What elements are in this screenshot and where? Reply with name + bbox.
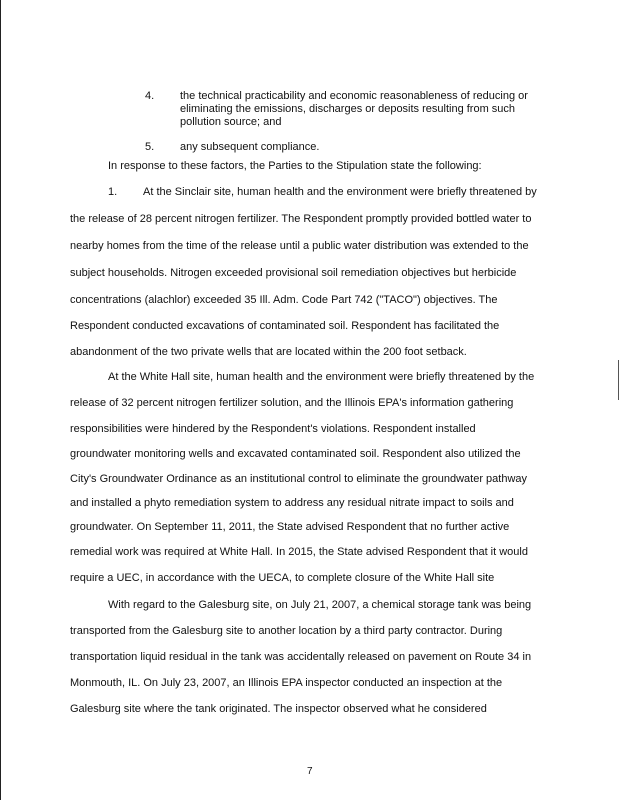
text-line: transported from the Galesburg site to another location by a third party contractor. During [70,625,503,637]
text-line: At the Sinclair site, human health and the environment were briefly threatened by [143,186,537,198]
text-line: Monmouth, IL. On July 23, 2007, an Illinois EPA inspector conducted an inspection at the [70,677,503,689]
factor-text: pollution source; and [180,116,282,128]
text-line: transportation liquid residual in the tank was accidentally released on pavement on Route 34 in [70,651,532,663]
scan-edge [0,0,1,800]
factor-text: any subsequent compliance. [180,141,320,153]
text-line: Galesburg site where the tank originated. The inspector observed what he considered [70,703,487,715]
text-line: and installed a phyto remediation system to address any residual nitrate impact to soils and [70,497,514,509]
factor-text: eliminating the emissions, discharges or deposits resulting from such [180,103,516,115]
factor-text: the technical practicability and economic reasonableness of reducing or [180,90,528,102]
text-line: City's Groundwater Ordinance as an institutional control to eliminate the groundwater pathway [70,473,528,485]
factor-number: 4. [145,90,155,102]
text-line: groundwater. On September 11, 2011, the State advised Respondent that no further active [70,521,510,533]
text-line: remedial work was required at White Hall. In 2015, the State advised Respondent that it would [70,546,528,558]
factor-number: 5. [145,141,155,153]
text-line: abandonment of the two private wells that are located within the 200 foot setback. [70,346,467,358]
page-number: 7 [307,766,313,777]
text-line: groundwater monitoring wells and excavated contaminated soil. Respondent also utilized the [70,448,521,460]
text-line: nearby homes from the time of the release until a public water distribution was extended to the [70,240,529,252]
text-line: responsibilities were hindered by the Respondent's violations. Respondent installed [70,423,476,435]
scan-mark [618,360,619,400]
text-line: subject households. Nitrogen exceeded provisional soil remediation objectives but herbicide [70,267,517,279]
paragraph-number: 1. [108,186,118,198]
intro-sentence: In response to these factors, the Parties to the Stipulation state the following: [108,160,482,172]
text-line: Respondent conducted excavations of contaminated soil. Respondent has facilitated the [70,320,500,332]
text-line: concentrations (alachlor) exceeded 35 Ill. Adm. Code Part 742 ("TACO") objectives. The [70,294,498,306]
text-line: At the White Hall site, human health and the environment were briefly threatened by the [108,371,535,383]
text-line: With regard to the Galesburg site, on July 21, 2007, a chemical storage tank was being [108,599,532,611]
text-line: release of 32 percent nitrogen fertilizer solution, and the Illinois EPA's information gathering [70,397,514,409]
text-line: require a UEC, in accordance with the UECA, to complete closure of the White Hall site [70,572,495,584]
text-line: the release of 28 percent nitrogen fertilizer. The Respondent promptly provided bottled water to [70,213,532,225]
